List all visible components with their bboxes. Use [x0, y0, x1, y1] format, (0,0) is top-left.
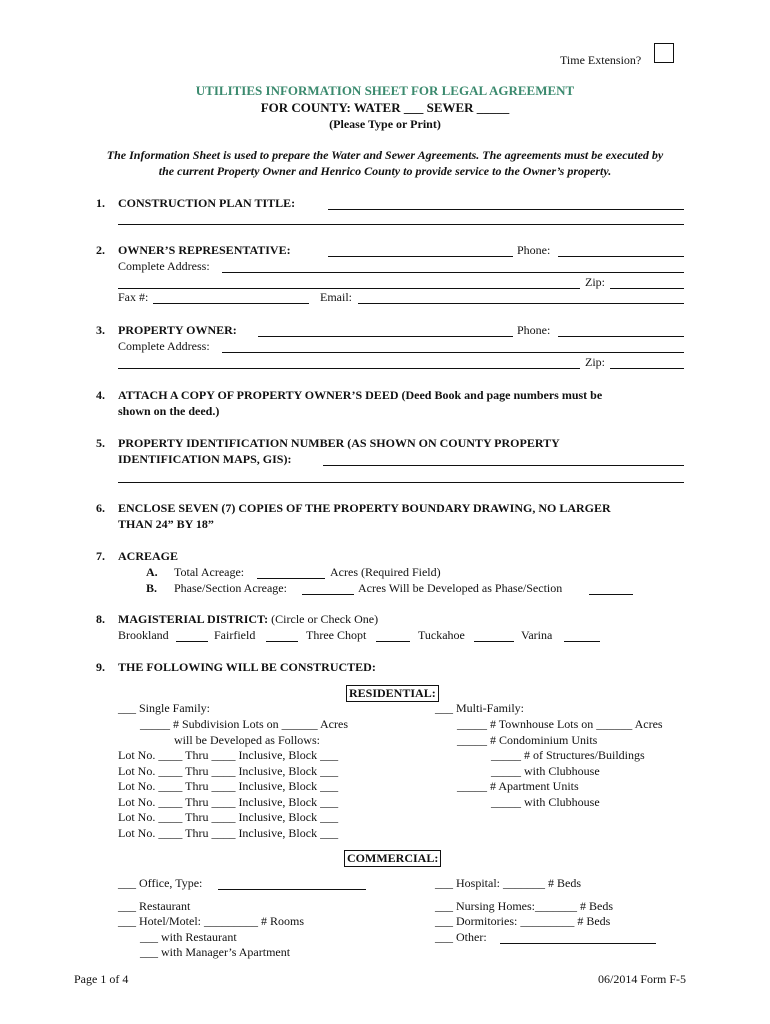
- district-blank[interactable]: [266, 641, 298, 642]
- time-extension-checkbox[interactable]: [654, 43, 674, 63]
- fax-field[interactable]: [153, 303, 309, 304]
- section-number: 3.: [96, 323, 105, 337]
- section-number: 1.: [96, 196, 105, 210]
- pin-field[interactable]: [323, 465, 684, 466]
- clubhouse-field[interactable]: _____ with Clubhouse: [491, 764, 600, 778]
- pin-label-line-2: IDENTIFICATION MAPS, GIS):: [118, 452, 292, 466]
- property-owner-address-field[interactable]: [222, 352, 684, 353]
- section-number: 4.: [96, 388, 105, 402]
- district-blank[interactable]: [564, 641, 600, 642]
- district-blank[interactable]: [376, 641, 410, 642]
- owner-rep-zip-field[interactable]: [610, 288, 684, 289]
- district-blank[interactable]: [176, 641, 208, 642]
- dormitories-option[interactable]: ___ Dormitories: _________ # Beds: [435, 914, 611, 928]
- address-label: Complete Address:: [118, 339, 210, 353]
- owner-rep-address-field[interactable]: [222, 272, 684, 273]
- total-acreage-unit: Acres (Required Field): [330, 565, 441, 579]
- phone-label: Phone:: [517, 243, 551, 257]
- deed-instruction-line-2: shown on the deed.): [118, 404, 220, 418]
- district-note: (Circle or Check One): [271, 612, 379, 626]
- lot-row[interactable]: Lot No. ____ Thru ____ Inclusive, Block ___: [118, 779, 339, 793]
- multi-family-option[interactable]: ___ Multi-Family:: [435, 701, 525, 715]
- single-family-option[interactable]: ___ Single Family:: [118, 701, 211, 715]
- district-option-varina[interactable]: Varina: [521, 628, 553, 642]
- district-option-brookland[interactable]: Brookland: [118, 628, 169, 642]
- zip-label: Zip:: [585, 355, 605, 369]
- phase-section-field[interactable]: [589, 594, 633, 595]
- townhouse-lots-field[interactable]: _____ # Townhouse Lots on ______ Acres: [457, 717, 663, 731]
- zip-label: Zip:: [585, 275, 605, 289]
- section-number: 2.: [96, 243, 105, 257]
- condominium-units-field[interactable]: _____ # Condominium Units: [457, 733, 598, 747]
- plan-title-label: CONSTRUCTION PLAN TITLE:: [118, 196, 296, 210]
- page-number: Page 1 of 4: [74, 972, 129, 986]
- owner-rep-field[interactable]: [328, 256, 513, 257]
- water-field[interactable]: WATER ___: [353, 100, 424, 115]
- boundary-drawing-line-2: THAN 24” BY 18”: [118, 517, 214, 531]
- owner-rep-phone-field[interactable]: [558, 256, 684, 257]
- other-field[interactable]: [500, 943, 656, 944]
- pin-field-2[interactable]: [118, 482, 684, 483]
- intro-line-1: The Information Sheet is used to prepare the Water and Sewer Agreements. The agreements must be executed by: [106, 148, 664, 162]
- property-owner-field[interactable]: [258, 336, 513, 337]
- total-acreage-label: Total Acreage:: [174, 565, 245, 579]
- section-number: 6.: [96, 501, 105, 515]
- hotel-option[interactable]: ___ Hotel/Motel: _________ # Rooms: [118, 914, 304, 928]
- email-field[interactable]: [358, 303, 684, 304]
- page-title: UTILITIES INFORMATION SHEET FOR LEGAL AGREEMENT: [195, 83, 575, 98]
- property-owner-address-field-2[interactable]: [118, 368, 580, 369]
- district-option-fairfield[interactable]: Fairfield: [214, 628, 256, 642]
- plan-title-field[interactable]: [328, 209, 684, 210]
- lot-row[interactable]: Lot No. ____ Thru ____ Inclusive, Block ___: [118, 764, 339, 778]
- phase-acreage-field[interactable]: [302, 594, 354, 595]
- section-number: 5.: [96, 436, 105, 450]
- office-type-field[interactable]: [218, 889, 366, 890]
- section-number: 8.: [96, 612, 105, 626]
- district-option-tuckahoe[interactable]: Tuckahoe: [418, 628, 465, 642]
- commercial-heading: COMMERCIAL:: [344, 850, 441, 867]
- item-letter: A.: [146, 565, 158, 579]
- residential-heading: RESIDENTIAL:: [346, 685, 439, 702]
- owner-rep-label: OWNER’S REPRESENTATIVE:: [118, 243, 291, 257]
- magisterial-district-line: [118, 612, 378, 627]
- district-option-three-chopt[interactable]: Three Chopt: [306, 628, 367, 642]
- lot-row[interactable]: Lot No. ____ Thru ____ Inclusive, Block ___: [118, 748, 339, 762]
- hotel-restaurant-option[interactable]: ___ with Restaurant: [140, 930, 237, 944]
- email-label: Email:: [320, 290, 352, 304]
- structures-field[interactable]: _____ # of Structures/Buildings: [491, 748, 645, 762]
- lot-row[interactable]: Lot No. ____ Thru ____ Inclusive, Block ___: [118, 810, 339, 824]
- property-owner-zip-field[interactable]: [610, 368, 684, 369]
- address-label: Complete Address:: [118, 259, 210, 273]
- other-option[interactable]: ___ Other:: [435, 930, 487, 944]
- lot-row[interactable]: Lot No. ____ Thru ____ Inclusive, Block ___: [118, 795, 339, 809]
- restaurant-option[interactable]: ___ Restaurant: [118, 899, 191, 913]
- lot-row[interactable]: Lot No. ____ Thru ____ Inclusive, Block ___: [118, 826, 339, 840]
- section-number: 7.: [96, 549, 105, 563]
- magisterial-district-label: MAGISTERIAL DISTRICT:: [118, 612, 269, 626]
- form-number: 06/2014 Form F-5: [598, 972, 687, 986]
- please-type-note: (Please Type or Print): [329, 117, 441, 131]
- plan-title-field-2[interactable]: [118, 224, 684, 225]
- construction-type-label: THE FOLLOWING WILL BE CONSTRUCTED:: [118, 660, 376, 674]
- boundary-drawing-line-1: ENCLOSE SEVEN (7) COPIES OF THE PROPERTY BOUNDARY DRAWING, NO LARGER: [118, 501, 611, 515]
- for-county-label: FOR COUNTY:: [260, 100, 351, 115]
- nursing-homes-option[interactable]: ___ Nursing Homes:_______ # Beds: [435, 899, 613, 913]
- subdivision-lots-field[interactable]: _____ # Subdivision Lots on ______ Acres: [140, 717, 349, 731]
- hotel-manager-apartment-option[interactable]: ___ with Manager’s Apartment: [140, 945, 291, 959]
- acreage-label: ACREAGE: [118, 549, 179, 563]
- district-blank[interactable]: [474, 641, 514, 642]
- pin-label-line-1: PROPERTY IDENTIFICATION NUMBER (AS SHOWN ON COUNTY PROPERTY: [118, 436, 560, 450]
- time-extension-label: Time Extension?: [560, 53, 642, 67]
- apartment-units-field[interactable]: _____ # Apartment Units: [457, 779, 579, 793]
- phase-acreage-label: Phase/Section Acreage:: [174, 581, 287, 595]
- total-acreage-field[interactable]: [257, 578, 325, 579]
- sewer-field[interactable]: SEWER _____: [426, 100, 510, 115]
- phase-acreage-unit: Acres Will be Developed as Phase/Section: [358, 581, 563, 595]
- section-number: 9.: [96, 660, 105, 674]
- hospital-option[interactable]: ___ Hospital: _______ # Beds: [435, 876, 581, 890]
- developed-note: will be Developed as Follows:: [174, 733, 320, 747]
- apartment-clubhouse-field[interactable]: _____ with Clubhouse: [491, 795, 600, 809]
- property-owner-label: PROPERTY OWNER:: [118, 323, 237, 337]
- intro-line-2: the current Property Owner and Henrico County to provide service to the Owner’s property.: [158, 164, 612, 178]
- property-owner-phone-field[interactable]: [558, 336, 684, 337]
- owner-rep-address-field-2[interactable]: [118, 288, 580, 289]
- office-option[interactable]: ___ Office, Type:: [118, 876, 203, 890]
- item-letter: B.: [146, 581, 158, 595]
- fax-label: Fax #:: [118, 290, 149, 304]
- phone-label: Phone:: [517, 323, 551, 337]
- deed-instruction-line-1: ATTACH A COPY OF PROPERTY OWNER’S DEED (Deed Book and page numbers must be: [118, 388, 603, 402]
- for-county-line: [0, 100, 770, 116]
